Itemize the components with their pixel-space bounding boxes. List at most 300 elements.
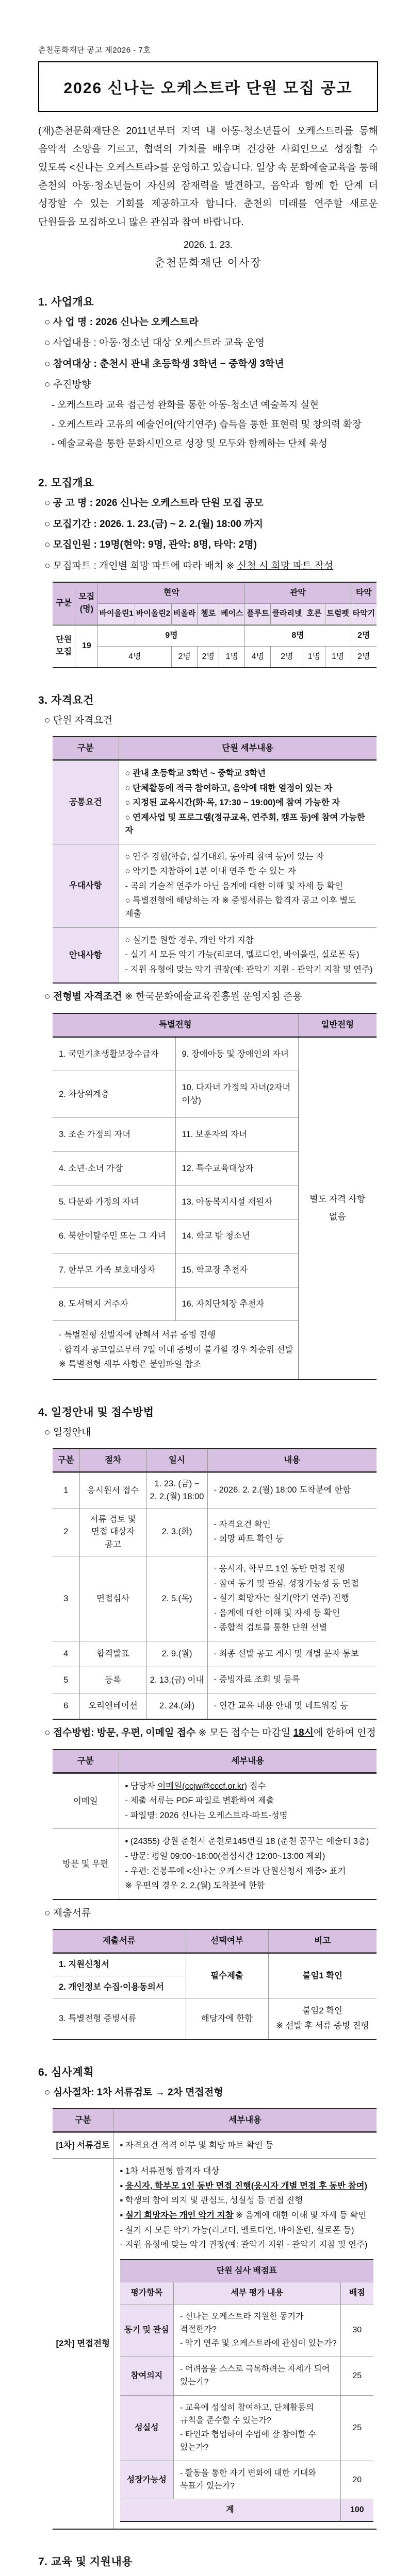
direction-item: - 예술교육을 통한 문화시민으로 성장 및 모두와 함께하는 단체 육성	[52, 438, 328, 449]
criteria-points: 25	[340, 2395, 373, 2461]
text-segment: ○ 지정된 교육시간(화·목, 17:30 ~ 19:00)에 참여 가능한 자	[125, 798, 340, 808]
table-row	[53, 927, 377, 983]
text-segment: ○ 연주 경험(학습, 실기대회, 동아리 참여 등)이 있는 자	[125, 852, 324, 861]
project-direction: ○ 추진방향	[44, 379, 91, 391]
mail-note-prefix: ※ 우편의 경우	[125, 1881, 181, 1891]
header-count: 모집(명)	[75, 582, 98, 624]
instrument-header: 바이올린1	[98, 604, 135, 625]
table-header-row	[53, 737, 377, 760]
special-item: 8. 도서벽지 거주자	[53, 1287, 175, 1321]
special-track-notes	[53, 1321, 298, 1380]
text-segment: ※ 음계에 대한 이해 및 자세 등 확인	[233, 2211, 367, 2221]
text-segment: - 어려움을 스스로 극복하려는 자세가 되어 있는가?	[180, 2365, 330, 2386]
review-procedure: ○ 심사절차: 1차 서류검토 → 2차 면접전형	[44, 2087, 223, 2098]
email-address: 이메일(ccjw@cccf.or.kr)	[157, 1781, 247, 1791]
text-segment: ▪	[120, 2211, 125, 2221]
text-line	[125, 880, 374, 893]
text-line	[180, 2363, 337, 2389]
text-segment: - 활동을 통한 자기 변화에 대한 기대와 목표가 있는가?	[180, 2468, 316, 2490]
special-item: 1. 국민기초생활보장수급자	[53, 1037, 175, 1071]
guidance-cell	[119, 927, 377, 983]
track-qualification-note: ※ 한국문화예술교육진흥원 운영지침 준용	[122, 991, 302, 1003]
header-gubun: 구분	[53, 582, 75, 624]
step-procedure: 오리엔테이션	[79, 1693, 146, 1719]
header-gubun: 구분	[53, 737, 119, 760]
part-count: 2명	[172, 646, 198, 668]
text-segment: ○ 특별전형에 해당하는 자 ※ 증빙서류는 합격자 공고 이후 별도 제출	[125, 896, 356, 919]
text-line	[125, 1794, 374, 1808]
email-line-prefix: ▪ 담당자	[125, 1781, 158, 1791]
criteria-points: 20	[340, 2461, 373, 2499]
text-segment: - 응시자, 학부모 1인 동반 면접 진행	[214, 1564, 345, 1573]
header-date: 일시	[146, 1449, 207, 1472]
special-item: 3. 조손 가정의 자녀	[53, 1117, 175, 1151]
round1-label: [1차] 서류검토	[53, 2132, 113, 2159]
step-no: 4	[53, 1641, 79, 1667]
step-date: 2. 5.(목)	[146, 1556, 207, 1641]
header-detail: 세부내용	[119, 1750, 377, 1773]
table-row	[53, 844, 377, 927]
header-points: 배점	[340, 2282, 373, 2304]
schedule-table	[53, 1448, 377, 1720]
text-line	[180, 2402, 337, 2428]
row-label: 우대사항	[53, 844, 119, 927]
section-1-heading: 1. 사업개요	[38, 296, 94, 308]
page-title: 2026 신나는 오케스트라 단원 모집 공고	[63, 80, 353, 97]
round2-label: [2차] 면접전형	[53, 2159, 113, 2530]
text-line	[214, 1484, 374, 1497]
header-gubun: 구분	[53, 1750, 119, 1773]
criteria-label: 성실성	[120, 2395, 174, 2461]
text-line	[214, 1518, 374, 1532]
text-segment: - 실기 희망자는 실기(악기 연주) 진행	[214, 1594, 350, 1603]
total-points: 100	[340, 2499, 373, 2522]
criteria-points: 30	[340, 2304, 373, 2357]
apply-deadline-time: 18시	[293, 1727, 314, 1739]
text-segment: 붙임2 확인	[302, 2006, 343, 2016]
remark-cell: 붙임1 확인	[268, 1953, 377, 1998]
table-header-row	[53, 1929, 377, 1953]
schedule-subheading: ○ 일정안내	[44, 1427, 91, 1438]
table-header-row	[120, 2282, 374, 2304]
table-header-row	[53, 1449, 377, 1472]
text-line	[214, 1533, 374, 1546]
instrument-header: 호른	[303, 604, 325, 625]
header-percussion: 타악	[351, 582, 377, 604]
text-segment: - 타인과 협업하여 수업에 잘 참여할 수 있는가?	[180, 2430, 316, 2452]
header-general-track: 일반전형	[298, 1013, 377, 1037]
instrument-header: 바이올린2	[135, 604, 171, 625]
text-line	[125, 811, 374, 838]
header-strings: 현악	[98, 582, 245, 604]
visit-lines	[125, 1835, 374, 1878]
email-line-suffix: 접수	[247, 1781, 266, 1791]
text-line	[120, 2224, 374, 2238]
text-segment: ○ 관내 초등학교 3학년 ~ 중학교 3학년	[125, 768, 266, 778]
text-segment: ※ 특별전형 세부 사항은 붙임파일 참조	[59, 1360, 201, 1369]
special-item: 6. 북한이탈주민 또는 그 자녀	[53, 1219, 175, 1253]
total-count: 19	[75, 624, 98, 668]
text-segment: ※ 선발 후 서류 증빙 진행	[276, 2021, 369, 2030]
header-special-track: 특별전형	[53, 1013, 298, 1037]
step-procedure: 면접심사	[79, 1556, 146, 1641]
table-subheader-row	[53, 604, 377, 625]
table-row	[53, 646, 377, 668]
project-content: ○ 사업내용 : 아동·청소년 대상 오케스트라 교육 운영	[44, 337, 265, 349]
step-procedure: 등록	[79, 1667, 146, 1693]
table-row	[53, 1508, 377, 1556]
text-line	[180, 2467, 337, 2493]
criteria-detail	[174, 2304, 341, 2357]
document-item: 1. 지원신청서	[53, 1953, 186, 1976]
strings-total: 9명	[98, 624, 245, 646]
apply-method-note-suffix: 에 한하여 인정	[314, 1727, 376, 1739]
step-date: 2. 24.(화)	[146, 1693, 207, 1719]
text-line	[272, 2005, 374, 2018]
recruit-part-table	[53, 582, 377, 668]
table-row	[53, 760, 377, 844]
instrument-header: 첼로	[198, 604, 219, 625]
text-segment: - 교육에 성실히 참여하고, 단체활동의 규칙을 준수할 수 있는가?	[180, 2403, 314, 2425]
text-segment: - 2026. 2. 2.(월) 18:00 도착분에 한함	[214, 1485, 351, 1495]
winds-total: 8명	[245, 624, 351, 646]
table-row	[53, 1953, 377, 1976]
text-line	[180, 2429, 337, 2454]
preference-cell	[119, 844, 377, 927]
recruit-count: ○ 모집인원 : 19명(현악: 9명, 관악: 8명, 타악: 2명)	[44, 539, 257, 551]
row-label: 안내사항	[53, 927, 119, 983]
header-criteria: 평가항목	[120, 2282, 174, 2304]
visit-mail-cell	[119, 1829, 377, 1900]
text-line	[214, 1592, 374, 1605]
section-7-heading: 7. 교육 및 지원내용	[38, 2556, 133, 2568]
special-item: 13. 아동복지시설 재원자	[175, 1185, 298, 1219]
header-winds: 관악	[245, 582, 351, 604]
score-table	[120, 2259, 374, 2522]
round1-content	[113, 2132, 377, 2159]
special-item: 16. 자치단체장 추천자	[175, 1287, 298, 1321]
text-segment: - 악기 연주 및 오케스트라에 관심이 있는가?	[180, 2339, 337, 2348]
text-segment: - 제출 서류는 PDF 파일로 변환하여 제출	[125, 1796, 274, 1806]
table-row	[53, 1829, 377, 1900]
part-count: 2명	[271, 646, 303, 668]
text-segment: ▪	[120, 2181, 125, 2191]
notice-name: ○ 공 고 명 : 2026 신나는 오케스트라 단원 모집 공모	[44, 498, 264, 509]
text-line	[120, 2239, 374, 2252]
text-line	[125, 934, 374, 947]
text-line	[125, 1850, 374, 1863]
text-line	[125, 1809, 374, 1823]
step-procedure: 합격발표	[79, 1641, 146, 1667]
part-count: 2명	[198, 646, 219, 668]
row-label: 공통요건	[53, 760, 119, 844]
step-content	[207, 1641, 377, 1667]
text-line	[214, 1607, 374, 1620]
text-segment: - 지원 유형에 맞는 악기 권장(예: 관악기 지원 - 관악기 지참 및 연주)	[120, 2240, 368, 2250]
apply-method-note: ※ 모든 접수는 마감일	[195, 1727, 293, 1739]
text-segment: ○ 악기를 지참하여 1분 이내 연주 할 수 있는 자	[125, 867, 296, 876]
text-segment: - 실기 시 모든 악기 가능(리코더, 멜로디언, 바이올린, 실로폰 등)	[125, 950, 359, 960]
text-segment: ○ 실기를 원할 경우, 개인 악기 지참	[125, 935, 254, 945]
text-segment: ▪ 학생의 참여 의지 및 관심도, 성실성 등 면접 진행	[120, 2196, 303, 2206]
text-line	[125, 1865, 374, 1878]
text-line	[59, 1329, 294, 1342]
step-content	[207, 1667, 377, 1693]
text-segment: ▪ 자격요건 적격 여부 및 희망 파트 확인 등	[120, 2140, 274, 2150]
announcement-ref-number: 춘천문화재단 공고 제2026 - 7호	[38, 46, 151, 55]
header-remark: 비고	[268, 1929, 377, 1953]
member-qualification-subheading: ○ 단원 자격요건	[44, 715, 113, 726]
table-row	[53, 624, 377, 646]
text-line	[120, 2209, 374, 2223]
header-no: 구분	[53, 1449, 79, 1472]
text-segment: - 자격요건 확인	[214, 1519, 271, 1529]
table-row	[53, 1998, 377, 2040]
track-qualification-title: ○ 전형별 자격조건	[44, 991, 122, 1003]
text-line	[214, 1621, 374, 1635]
email-apply-cell	[119, 1773, 377, 1829]
section-2-heading: 2. 모집개요	[38, 477, 94, 489]
header-gubun: 구분	[53, 2109, 113, 2132]
text-line	[272, 2020, 374, 2033]
text-segment: - 파일명: 2026 신나는 오케스트라-파트-성명	[125, 1810, 288, 1820]
project-name: ○ 사 업 명 : 2026 신나는 오케스트라	[44, 316, 199, 328]
text-segment: - 곡의 기술적 연주가 아닌 음계에 대한 이해 및 자세 등 확인	[125, 881, 343, 891]
special-item: 4. 소년·소녀 가장	[53, 1151, 175, 1185]
text-line	[125, 782, 374, 795]
table-row	[120, 2357, 374, 2396]
table-row	[120, 2304, 374, 2357]
step-no: 5	[53, 1667, 79, 1693]
text-segment: - 신나는 오케스트라 지원한 동기가 적절한가?	[180, 2312, 304, 2334]
total-label: 계	[120, 2499, 341, 2522]
email-line	[125, 1780, 374, 1793]
header-detail: 세부 평가 내용	[174, 2282, 341, 2304]
header-detail: 단원 세부내용	[119, 737, 377, 760]
step-no: 3	[53, 1556, 79, 1641]
optional-cell: 해당자에 한함	[186, 1998, 268, 2040]
step-content	[207, 1693, 377, 1719]
text-line	[125, 1835, 374, 1849]
apply-method-table	[53, 1749, 377, 1900]
text-segment: - 우편: 겉봉투에 <신나는 오케스트라 단원신청서 재중> 표기	[125, 1866, 346, 1876]
round2-lines	[120, 2165, 374, 2251]
text-line	[214, 1648, 374, 1661]
apply-method-title: ○ 접수방법: 방문, 우편, 이메일 접수	[44, 1727, 196, 1739]
text-segment: - 참여 동기 및 관심, 성장가능성 등 면접	[214, 1579, 359, 1588]
header-required: 선택여부	[186, 1929, 268, 1953]
text-segment: - 실기 시 모든 악기 가능(리코더, 멜로디언, 바이올린, 실로폰 등)	[120, 2225, 354, 2235]
text-segment: · 음계에 대한 이해 및 자세 등 확인	[214, 1608, 340, 1618]
intro-paragraph: (재)춘천문화재단은 2011년부터 지역 내 아동·청소년들이 오케스트라를 통해 음악적 소양을 기르고, 협력의 가치를 배우며 건강한 사회인으로 성장할 수 있도록 <신나는 오케스트라>를 운영하고 있습니다. 일상 속 문화예술교육을 통해 춘천의 아동·청소년들이 자신의 잠재력을 발견하고, 음악과 함께 한 단계 더 성장할 수 있는 기회를 제공하고자 합니다. 춘천의 미래를 연주할 새로운 단원들을 모집하오니 많은 관심과 참여 바랍니다.	[38, 126, 378, 228]
step-date: 2. 9.(월)	[146, 1641, 207, 1667]
part-count: 2명	[351, 646, 377, 668]
table-header-row	[53, 1013, 377, 1037]
round2-content	[113, 2159, 377, 2530]
text-segment: - 희망 파트 확인 등	[214, 1534, 284, 1544]
criteria-detail	[174, 2395, 341, 2461]
title-box	[38, 61, 378, 112]
required-cell: 필수제출	[186, 1953, 268, 1998]
part-count: 4명	[245, 646, 271, 668]
step-no: 6	[53, 1693, 79, 1719]
direction-item: - 오케스트라 교육 접근성 완화를 통한 아동·청소년 예술복지 실현	[52, 399, 319, 410]
text-line	[120, 2194, 374, 2208]
recruit-part-line	[44, 559, 378, 574]
mail-note-suffix: 에 한함	[238, 1881, 265, 1891]
signer: 춘천문화재단 이사장	[154, 257, 262, 269]
table-row	[53, 1667, 377, 1693]
instrument-header: 베이스	[219, 604, 245, 625]
part-count: 1명	[303, 646, 325, 668]
document-item: 2. 개인정보 수집·이용동의서	[53, 1976, 186, 1998]
special-item: 9. 장애아동 및 장애인의 자녀	[175, 1037, 298, 1071]
documents-table	[53, 1929, 377, 2040]
criteria-detail	[174, 2461, 341, 2499]
mail-note-underline: 2. 2.(월) 도착분	[180, 1881, 238, 1891]
table-row	[53, 2132, 377, 2159]
text-line	[180, 2337, 337, 2350]
recruit-part-text: ○ 모집파트 : 개인별 희망 파트에 따라 배치 ※	[44, 560, 237, 571]
table-header-row	[53, 582, 377, 604]
percussion-total: 2명	[351, 624, 377, 646]
text-line	[59, 1358, 294, 1371]
special-item: 7. 한부모 가족 보호대상자	[53, 1253, 175, 1287]
special-item: 15. 학교장 추천자	[175, 1253, 298, 1287]
table-header-row	[53, 1750, 377, 1773]
row-label: 이메일	[53, 1773, 119, 1829]
text-segment: ▪ 1차 서류전형 합격자 대상	[120, 2166, 220, 2176]
text-line	[125, 963, 374, 977]
text-segment: - 방문: 평일 09:00~18:00(점심시간 12:00~13:00 제외)	[125, 1851, 325, 1861]
text-line	[125, 865, 374, 878]
row-label: 단원 모집	[53, 624, 75, 668]
instrument-header: 트럼펫	[325, 604, 351, 625]
part-count: 1명	[219, 646, 245, 668]
text-segment: 응시자, 학부모 1인 동반 면접 진행(응시자 개별 면접 후 동반 참여)	[125, 2181, 368, 2191]
documents-subheading: ○ 제출서류	[44, 1907, 91, 1919]
text-line	[125, 948, 374, 962]
table-row	[53, 1773, 377, 1829]
member-qualification-table	[53, 736, 377, 984]
table-row	[53, 1693, 377, 1719]
instrument-header: 타악기	[351, 604, 377, 625]
table-row	[53, 1037, 377, 1071]
step-date: 2. 13.(금) 이내	[146, 1667, 207, 1693]
table-row	[53, 1472, 377, 1509]
table-row	[53, 2159, 377, 2530]
score-total-row	[120, 2499, 374, 2522]
header-document: 제출서류	[53, 1929, 186, 1953]
table-row	[53, 1641, 377, 1667]
text-segment: - 종합적 검토를 통한 단원 선별	[214, 1623, 328, 1633]
apply-method-line	[44, 1726, 378, 1741]
special-item: 12. 특수교육대상자	[175, 1151, 298, 1185]
instrument-header: 비올라	[172, 604, 198, 625]
table-row	[53, 1556, 377, 1641]
header-detail: 세부내용	[113, 2109, 377, 2132]
score-caption: 단원 심사 배점표	[120, 2260, 374, 2282]
text-line	[120, 2139, 374, 2153]
text-line	[120, 2180, 374, 2193]
step-no: 2	[53, 1508, 79, 1556]
text-line	[59, 1344, 294, 1357]
text-segment: - 지원 유형에 맞는 악기 권장(예: 관악기 지원 - 관악기 지참 및 연주)	[125, 964, 373, 974]
text-line	[120, 2165, 374, 2178]
text-segment: 실기 희망자는 개인 악기 지참	[125, 2211, 234, 2221]
section-4-heading: 4. 일정안내 및 접수방법	[38, 1406, 154, 1418]
announcement-date: 2026. 1. 23.	[183, 239, 233, 250]
header-content: 내용	[207, 1449, 377, 1472]
criteria-points: 25	[340, 2357, 373, 2396]
criteria-detail	[174, 2357, 341, 2396]
special-item: 14. 학교 밖 청소년	[175, 1219, 298, 1253]
step-content	[207, 1508, 377, 1556]
text-segment: - 특별전형 선발자에 한해서 서류 증빙 진행	[59, 1330, 216, 1340]
step-procedure: 응시원서 접수	[79, 1472, 146, 1509]
track-qualification-subheading	[44, 990, 378, 1005]
instrument-header: 클라리넷	[271, 604, 303, 625]
score-caption-row	[120, 2260, 374, 2282]
text-line	[180, 2311, 337, 2336]
step-procedure: 서류 검토 및 면접 대상자 공고	[79, 1508, 146, 1556]
step-date: 2. 3.(화)	[146, 1508, 207, 1556]
text-segment: · 합격자 공고일로부터 7일 이내 증빙이 불가할 경우 차순위 선발	[59, 1345, 293, 1354]
email-extra-lines	[125, 1794, 374, 1822]
review-plan-table	[53, 2108, 377, 2530]
text-line	[214, 1563, 374, 1576]
table-row	[120, 2395, 374, 2461]
step-no: 1	[53, 1472, 79, 1509]
criteria-label: 성장가능성	[120, 2461, 174, 2499]
text-segment: ▪ (24355) 강원 춘천시 춘천로145번길 18 (춘천 꿈꾸는 예술터 3층)	[125, 1837, 369, 1846]
recruit-part-underline: 신청 시 희망 파트 작성	[237, 560, 334, 571]
step-content	[207, 1472, 377, 1509]
text-line	[214, 1673, 374, 1687]
text-line	[214, 1578, 374, 1591]
mail-note-line	[125, 1879, 374, 1893]
text-segment: ○ 연계사업 및 프로그램(정규교육, 연주회, 캠프 등)에 참여 가능한 자	[125, 812, 365, 836]
text-line	[214, 1700, 374, 1713]
recruit-period: ○ 모집기간 : 2026. 1. 23.(금) ~ 2. 2.(월) 18:00 까지	[44, 518, 263, 530]
section-6-heading: 6. 심사계획	[38, 2066, 94, 2078]
part-count: 4명	[98, 646, 172, 668]
step-content	[207, 1556, 377, 1641]
direction-item: - 오케스트라 고유의 예술언어(악기연주) 습득을 통한 표현력 및 창의력 확장	[52, 418, 362, 430]
text-line	[125, 767, 374, 781]
special-item: 11. 보훈자의 자녀	[175, 1117, 298, 1151]
special-item: 2. 차상위계층	[53, 1071, 175, 1118]
row-label: 방문 및 우편	[53, 1829, 119, 1900]
instrument-header: 플루트	[245, 604, 271, 625]
education-period	[44, 2575, 378, 2576]
text-segment: - 최종 선발 공고 게시 및 개별 문자 통보	[214, 1649, 359, 1658]
text-line	[125, 851, 374, 864]
remark-cell	[268, 1998, 377, 2040]
special-item: 10. 다자녀 가정의 자녀(2자녀 이상)	[175, 1071, 298, 1118]
special-item: 5. 다문화 가정의 자녀	[53, 1185, 175, 1219]
special-track-table	[53, 1013, 377, 1380]
table-row	[120, 2461, 374, 2499]
text-segment: - 증빙자료 조회 및 등록	[214, 1675, 300, 1685]
section-3-heading: 3. 자격요건	[38, 694, 94, 706]
document-item: 3. 특별전형 증빙서류	[53, 1998, 186, 2040]
text-line	[125, 796, 374, 810]
text-line	[125, 894, 374, 921]
general-track-cell: 별도 자격 사항 없음	[298, 1037, 377, 1380]
common-requirements-cell	[119, 760, 377, 844]
text-segment: - 연간 교육 내용 안내 및 네트워킹 등	[214, 1701, 349, 1710]
